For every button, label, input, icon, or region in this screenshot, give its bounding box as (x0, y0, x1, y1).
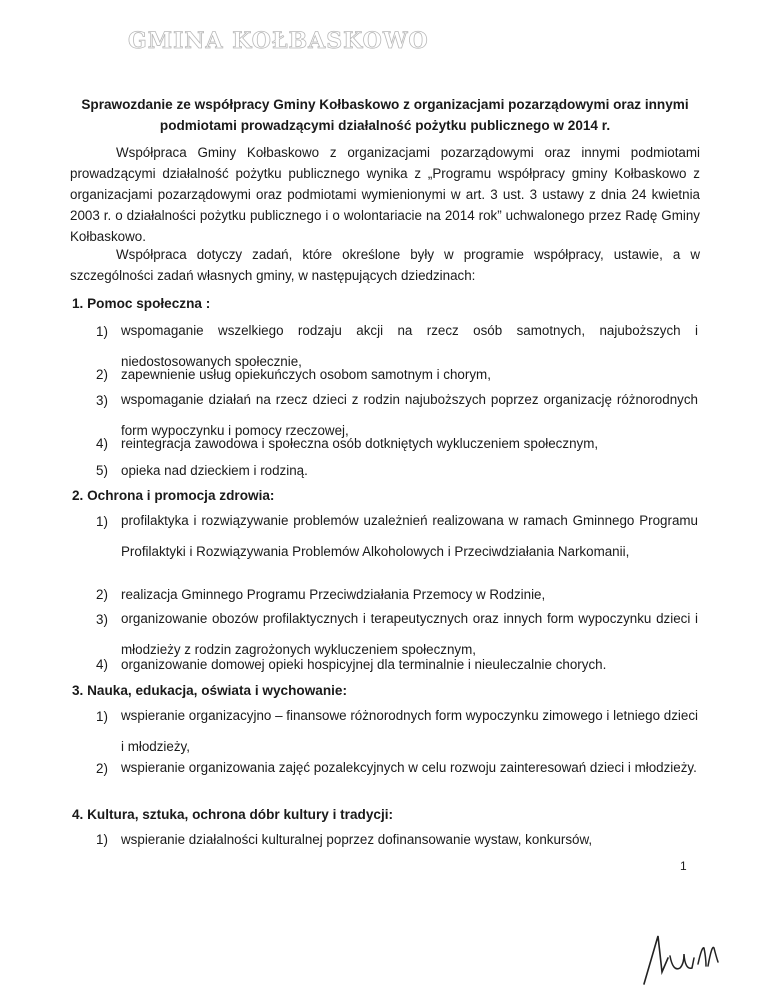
section-heading: 3. Nauka, edukacja, oświata i wychowanie: (72, 683, 348, 698)
handwritten-signature (640, 928, 720, 988)
list-item: 1) profilaktyka i rozwiązywanie problemów uzależnień realizowana w ramach Gminnego Programu Profilaktyki i Rozwiązywania Problemów Alkoholowych i Przeciwdziałania Narkomanii, (96, 513, 698, 559)
list-item: 1) wspieranie działalności kulturalnej poprzez dofinansowanie wystaw, konkursów, (96, 832, 593, 847)
intro-paragraph-1: Współpraca Gminy Kołbaskowo z organizacjami pozarządowymi oraz innymi podmiotami prowadzącymi działalność pożytku publicznego wynika z „Programu współpracy gminy Kołbaskowo z organizacjami pozarządowymi oraz podmiotami wymienionymi w art. 3 ust. 3 ustawy z dnia 24 kwietnia 2003 r. o działalności pożytku publicznego i o wolontariacie na 2014 rok” uchwalonego przez Radę Gminy Kołbaskowo. (70, 145, 700, 244)
list-item: 1) wspieranie organizacyjno – finansowe różnorodnych form wypoczynku zimowego i letniego dzieci i młodzieży, (96, 708, 698, 754)
list-item: 2) wspieranie organizowania zajęć pozalekcyjnych w celu rozwoju zainteresowań dzieci i młodzieży. (96, 760, 697, 776)
section-heading: 4. Kultura, sztuka, ochrona dóbr kultury i tradycji: (72, 807, 394, 822)
page-number: 1 (680, 859, 687, 873)
list-item: 4) reintegracja zawodowa i społeczna osób dotkniętych wykluczeniem społecznym, (96, 436, 599, 451)
section-heading: 2. Ochrona i promocja zdrowia: (72, 488, 275, 503)
intro-paragraph-2: Współpraca dotyczy zadań, które określone były w programie współpracy, ustawie, a w szczególności zadań własnych gminy, w następujących dziedzinach: (70, 247, 700, 283)
section-heading: 1. Pomoc społeczna : (72, 296, 211, 311)
list-item: 2) zapewnienie usług opiekuńczych osobom samotnym i chorym, (96, 367, 491, 382)
list-item: 3) wspomaganie działań na rzecz dzieci z rodzin najuboższych poprzez organizację różnorodnych form wypoczynku i pomocy rzeczowej, (96, 392, 698, 438)
title-line-2: podmiotami prowadzącymi działalność pożytku publicznego w 2014 r. (159, 118, 611, 133)
document-title (70, 94, 700, 136)
title-line-1: Sprawozdanie ze współpracy Gminy Kołbaskowo z organizacjami pozarządowymi oraz innymi (81, 97, 689, 112)
list-item: 1) wspomaganie wszelkiego rodzaju akcji na rzecz osób samotnych, najuboższych i niedostosowanych społecznie, (96, 323, 698, 369)
list-item: 2) realizacja Gminnego Programu Przeciwdziałania Przemocy w Rodzinie, (96, 587, 546, 602)
municipality-watermark: GMINA KOŁBASKOWO (128, 28, 429, 54)
list-item: 3) organizowanie obozów profilaktycznych i terapeutycznych oraz innych form wypoczynku dzieci i młodzieży z rodzin zagrożonych wykluczeniem społecznym, (96, 611, 698, 657)
list-item: 5) opieka nad dzieckiem i rodziną. (96, 463, 308, 478)
list-item: 4) organizowanie domowej opieki hospicyjnej dla terminalnie i nieuleczalnie chorych. (96, 657, 607, 672)
